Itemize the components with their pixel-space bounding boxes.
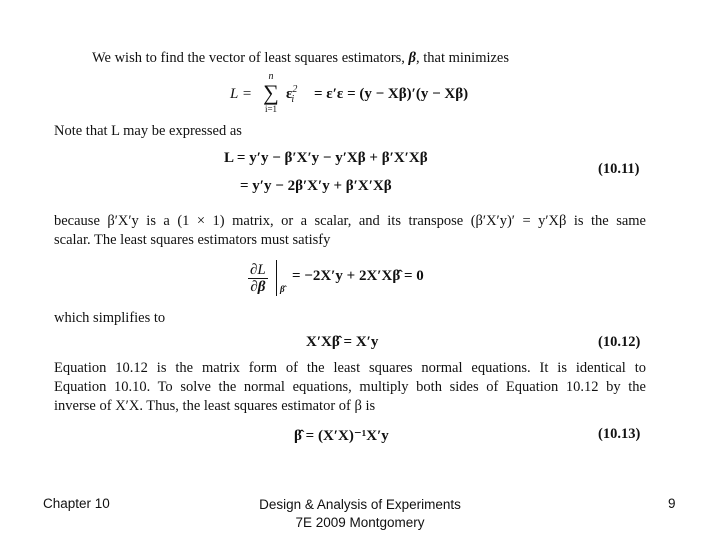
footer-title-line1: Design & Analysis of Experiments: [259, 497, 461, 512]
eq-L-rhs: = ε′ε = (y − Xβ)′(y − Xβ): [314, 86, 469, 102]
sum-lower-limit: i=1: [264, 104, 278, 114]
equation-10-11-line1: L = y′y − β′X′y − y′Xβ + β′X′Xβ: [224, 150, 428, 166]
footer-title-line2: 7E 2009 Montgomery: [295, 515, 425, 530]
equation-10-13: β̂ = (X′X)⁻¹X′y: [294, 428, 389, 444]
derivative-rhs: = −2X′y + 2X′Xβ̂ = 0: [292, 268, 424, 284]
because-line1: because β′X′y is a (1 × 1) matrix, or a scalar, and its transpose (β′X′y)′ = y′Xβ is the same: [54, 213, 646, 229]
derivative-numerator: ∂L: [250, 262, 266, 278]
equation-10-11-line2: = y′y − 2β′X′y + β′X′Xβ: [240, 178, 392, 194]
footer-book-title: [230, 496, 490, 532]
footer-chapter: Chapter 10: [43, 496, 110, 511]
footer-page-number: 9: [668, 496, 676, 511]
eq-L-lhs: L =: [230, 86, 252, 102]
paragraph-line3: inverse of X′X. Thus, the least squares estimator of β is: [54, 398, 376, 414]
paragraph-line1: Equation 10.12 is the matrix form of the least squares normal equations. It is identical to: [54, 360, 646, 376]
epsilon-term: ε: [286, 86, 293, 102]
equation-10-12: X′Xβ̂ = X′y: [306, 334, 379, 350]
summation-symbol: ∑: [263, 80, 279, 105]
evaluation-subscript: β̂: [280, 284, 285, 294]
beta-hat-symbol: β: [408, 50, 416, 66]
intro-text-after: , that minimizes: [415, 50, 510, 66]
derivative-denominator: ∂β: [250, 279, 266, 295]
equation-number-10-13: (10.13): [598, 426, 641, 442]
intro-text: We wish to find the vector of least squares estimators,: [92, 50, 405, 66]
paragraph-line2: Equation 10.10. To solve the normal equations, multiply both sides of Equation 10.12 by the: [54, 379, 646, 395]
equation-number-10-12: (10.12): [598, 334, 641, 350]
simplifies-line: which simplifies to: [54, 310, 166, 326]
sum-upper-limit: n: [268, 71, 274, 82]
intro-line: [92, 49, 509, 68]
equation-number-10-11: (10.11): [598, 161, 640, 177]
note-line: [54, 122, 242, 141]
because-line2: scalar. The least squares estimators must satisfy: [54, 232, 331, 248]
evaluation-bar: [276, 260, 277, 296]
note-text: Note that L may be expressed as: [54, 123, 242, 139]
